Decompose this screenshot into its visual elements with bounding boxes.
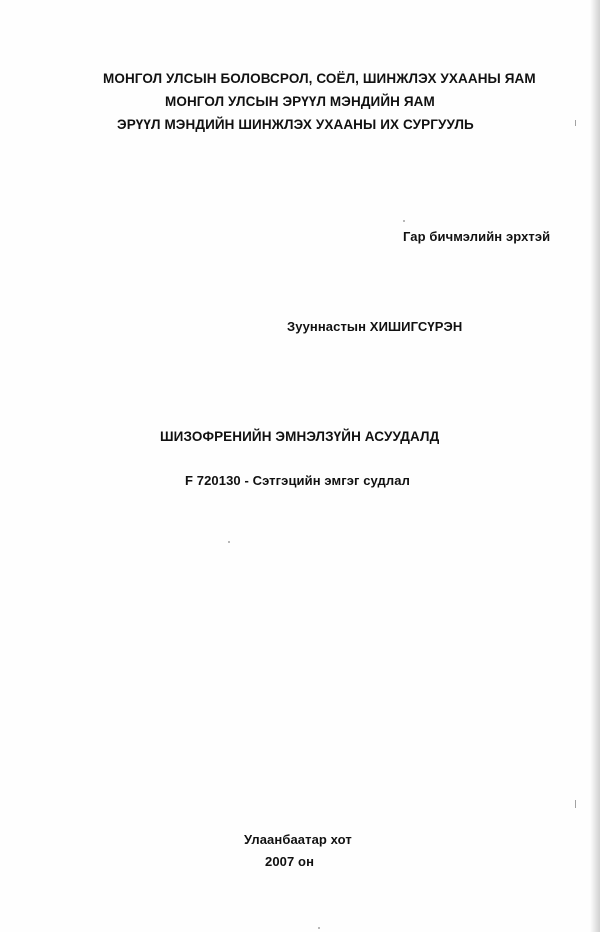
thesis-title: ШИЗОФРЕНИЙН ЭМНЭЛЗҮЙН АСУУДАЛД bbox=[160, 429, 440, 444]
specialty-code: F 720130 - Сэтгэцийн эмгэг судлал bbox=[185, 473, 410, 488]
scan-speck bbox=[575, 120, 576, 126]
scan-speck bbox=[228, 541, 230, 543]
scan-edge-shadow bbox=[590, 0, 600, 932]
scan-speck bbox=[318, 927, 320, 929]
author-name: Зууннастын ХИШИГСҮРЭН bbox=[287, 319, 463, 334]
scan-speck bbox=[575, 800, 576, 808]
footer-year: 2007 он bbox=[265, 854, 315, 869]
ministry-education-heading: МОНГОЛ УЛСЫН БОЛОВСРОЛ, СОЁЛ, ШИНЖЛЭХ УХААНЫ ЯАМ bbox=[103, 71, 536, 86]
footer-city: Улаанбаатар хот bbox=[244, 832, 352, 847]
ministry-health-heading: МОНГОЛ УЛСЫН ЭРҮҮЛ МЭНДИЙН ЯАМ bbox=[165, 94, 435, 109]
scan-speck bbox=[403, 220, 405, 222]
university-heading: ЭРҮҮЛ МЭНДИЙН ШИНЖЛЭХ УХААНЫ ИХ СУРГУУЛЬ bbox=[117, 117, 474, 132]
manuscript-rights-note: Гар бичмэлийн эрхтэй bbox=[403, 229, 551, 244]
